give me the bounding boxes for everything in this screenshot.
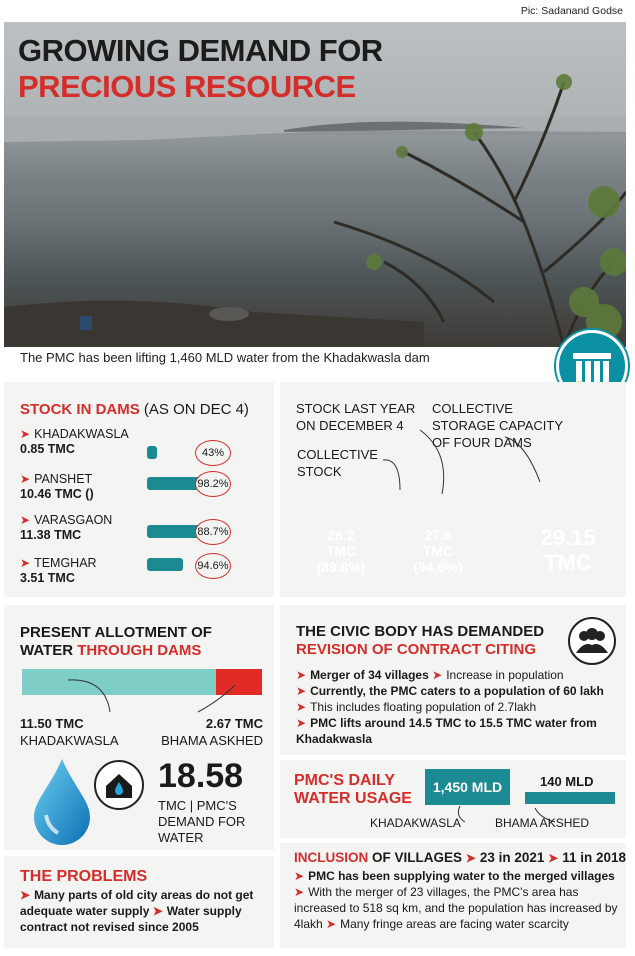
bhama-allotment: 2.67 TMC BHAMA ASKHED: [161, 716, 263, 748]
headline-line2: PRECIOUS RESOURCE: [18, 69, 356, 104]
allotment-title: PRESENT ALLOTMENT OF WATER THROUGH DAMS: [20, 624, 212, 659]
people-icon: [568, 617, 616, 665]
problems-title: THE PROBLEMS: [20, 868, 148, 885]
arrow-icon: ➤: [432, 668, 443, 682]
civic-bullets: ➤ Merger of 34 villages ➤ Increase in population ➤ Currently, the PMC caters to a population of 60 lakh ➤ This includes floating population of 2.7lakh ➤ PMC lifts around 14.5 TMC to 15.5 TMC water from Khadakwasla: [296, 668, 604, 746]
villages-bullets: ➤ PMC has been supplying water to the merged villages ➤ With the merger of 23 villages, the PMC's area has increased to 518 sq km, and the population has increased by 4lakh ➤ Many fringe areas are facing water scarcity: [294, 869, 618, 931]
civic-title: THE CIVIC BODY HAS DEMANDED REVISION OF CONTRACT CITING: [296, 623, 545, 658]
percent-badge: 43%: [195, 440, 231, 466]
triangle1-text: 26.2 TMC (89.8%): [316, 527, 366, 575]
daily-khadakwasla-value: 1,450 MLD: [432, 779, 503, 795]
arrow-icon: ➤: [20, 513, 31, 527]
label-last-year: STOCK LAST YEAR ON DECEMBER 4: [296, 401, 416, 433]
stock-title: STOCK IN DAMS (AS ON DEC 4): [20, 401, 249, 418]
arrow-icon: ➤: [326, 917, 337, 931]
daily-bhama-value: 140 MLD: [540, 774, 594, 789]
dam-item: ➤ TEMGHAR 3.51 TMC: [20, 556, 97, 585]
percent-badge: 98.2%: [195, 471, 231, 497]
stock-bar: [147, 558, 183, 571]
arrow-icon: ➤: [294, 869, 305, 883]
arrow-icon: ➤: [296, 684, 307, 698]
dam-item: ➤ KHADAKWASLA 0.85 TMC: [20, 427, 129, 456]
arrow-icon: ➤: [152, 904, 163, 918]
triangle2-text: 27.6 TMC (94.6%): [413, 527, 463, 575]
photo-credit: Pic: Sadanand Godse: [520, 5, 623, 17]
house-tap-icon: [94, 760, 144, 810]
headline-line1: GROWING DEMAND FOR: [18, 33, 383, 68]
daily-khadakwasla-name: KHADAKWASLA: [370, 816, 461, 830]
arrow-icon: ➤: [20, 888, 31, 902]
label-capacity: COLLECTIVE STORAGE CAPACITY OF FOUR DAMS: [432, 401, 563, 450]
problems-bullets: ➤ Many parts of old city areas do not get adequate water supply ➤ Water supply contract not revised since 2005: [20, 888, 254, 934]
daily-bhama-name: BHAMA AKSHED: [495, 816, 590, 830]
arrow-icon: ➤: [296, 716, 307, 730]
arrow-icon: ➤: [20, 556, 31, 570]
stock-bar: [147, 446, 157, 459]
percent-badge: 88.7%: [195, 519, 231, 545]
arrow-icon: ➤: [294, 885, 305, 899]
arrow-icon: ➤: [20, 427, 31, 441]
arrow-icon: ➤: [20, 472, 31, 486]
photo-caption: The PMC has been lifting 1,460 MLD water from the Khadakwasla dam: [20, 350, 430, 365]
villages-title: INCLUSION OF VILLAGES ➤ 23 in 2021 ➤ 11 in 2018: [294, 850, 627, 865]
dam-item: ➤ VARASGAON 11.38 TMC: [20, 513, 113, 542]
arrow-icon: ➤: [296, 668, 307, 682]
demand-value: 18.58: [158, 757, 244, 795]
arrow-icon: ➤: [296, 700, 307, 714]
percent-badge: 94.6%: [195, 553, 231, 579]
triangle3-text: 29.15 TMC: [540, 525, 596, 575]
arrow-icon: ➤: [548, 851, 559, 865]
water-drop-icon: [30, 757, 94, 852]
khadakwasla-allotment: 11.50 TMC KHADAKWASLA: [20, 716, 119, 748]
daily-title: PMC'S DAILY WATER USAGE: [294, 772, 412, 807]
demand-text: TMC | PMC'S DEMAND FOR WATER: [158, 798, 246, 845]
arrow-icon: ➤: [465, 851, 476, 865]
dam-item: ➤ PANSHET 10.46 TMC (): [20, 472, 94, 501]
allotment-arrows: [20, 670, 270, 720]
label-collective: COLLECTIVE STOCK: [297, 447, 378, 479]
